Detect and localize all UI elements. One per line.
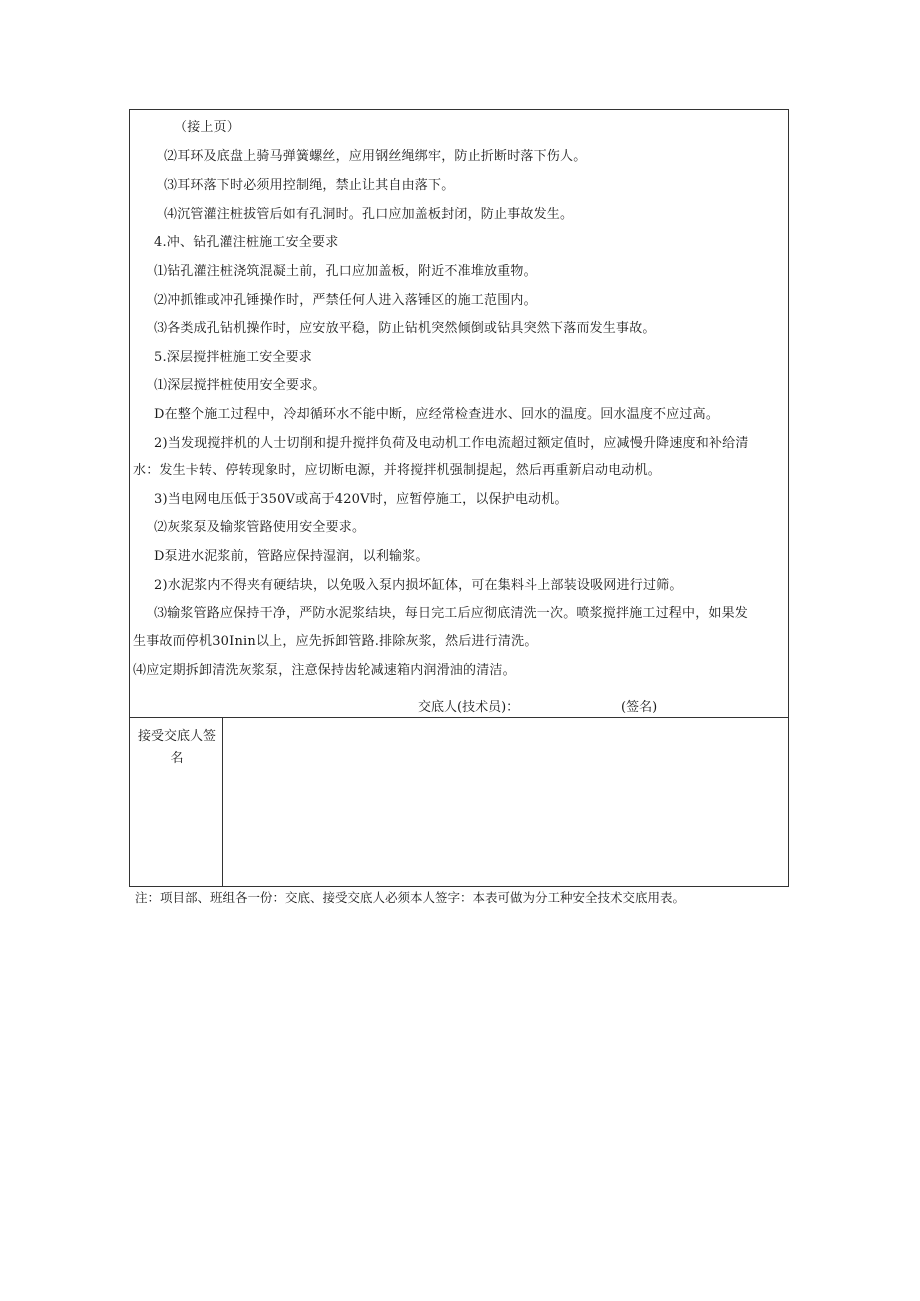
content-line: 2)水泥浆内不得夹有硬结块，以免吸入泵内损坏缸体，可在集料斗上部装设吸网进行过筛。	[154, 578, 683, 593]
content-line: ⑶各类成孔钻机操作时，应安放平稳，防止钻机突然倾倒或钻具突然下落而发生事故。	[154, 321, 656, 336]
content-line: （接上页）	[174, 120, 241, 135]
content-line: ⑷应定期拆卸清洗灰浆泵，注意保持齿轮减速箱内润滑油的清洁。	[133, 663, 516, 678]
recipient-label: 接受交底人签名	[137, 729, 216, 766]
content-line: ⑶输浆管路应保持干净，严防水泥浆结块，每日完工后应彻底清洗一次。喷浆搅拌施工过程中，如果发	[154, 606, 749, 621]
content-line: 生事故而停机30Inin以上，应先拆卸管路.排除灰浆，然后进行清洗。	[133, 634, 538, 649]
footnote: 注：项目部、班组各一份：交底、接受交底人必须本人签字：本表可做为分工种安全技术交底用表。	[135, 890, 686, 905]
content-line: ⑴深层搅拌桩使用安全要求。	[154, 378, 326, 393]
content-line: ⑶耳环落下时必须用控制绳，禁止让其自由落下。	[164, 178, 455, 193]
content-line: D在整个施工过程中，冷却循环水不能中断，应经常检查进水、回水的温度。回水温度不应过高。	[154, 407, 720, 422]
content-line: ⑵灰浆泵及输浆管路使用安全要求。	[154, 520, 366, 535]
signature-hint: (签名)	[621, 700, 658, 715]
discloser-label: 交底人(技术员)：	[418, 700, 520, 715]
recipient-signature-row	[130, 718, 788, 886]
content-line: ⑷沉管灌注桩拔管后如有孔洞时。孔口应加盖板封闭，防止事故发生。	[164, 207, 574, 222]
content-line: ⑵耳环及底盘上骑马弹簧螺丝，应用钢丝绳绑牢，防止折断时落下伤人。	[164, 149, 587, 164]
disclosure-table	[129, 109, 789, 887]
recipient-signature-area[interactable]	[223, 718, 788, 886]
content-line: ⑴钻孔灌注桩浇筑混凝土前，孔口应加盖板，附近不准堆放重物。	[154, 264, 537, 279]
section-heading: 5.深层搅拌桩施工安全要求	[154, 350, 313, 365]
content-line: 水：发生卡转、停转现象时，应切断电源，并将搅拌机强制提起，然后再重新启动电动机。	[133, 463, 662, 478]
section-heading: 4.冲、钻孔灌注桩施工安全要求	[154, 235, 339, 250]
content-cell	[130, 110, 788, 718]
content-line: D泵进水泥浆前，管路应保持湿润，以利输浆。	[154, 549, 429, 564]
content-line: ⑵冲抓锥或冲孔锤操作时，严禁任何人进入落锤区的施工范围内。	[154, 293, 537, 308]
content-line: 3)当电网电压低于350V或高于420V时，应暂停施工，以保护电动机。	[154, 492, 568, 507]
content-line: 2)当发现搅拌机的人士切削和提升搅拌负荷及电动机工作电流超过额定值时，应减慢升降速度和补给清	[154, 436, 749, 451]
recipient-label-cell	[130, 718, 223, 886]
